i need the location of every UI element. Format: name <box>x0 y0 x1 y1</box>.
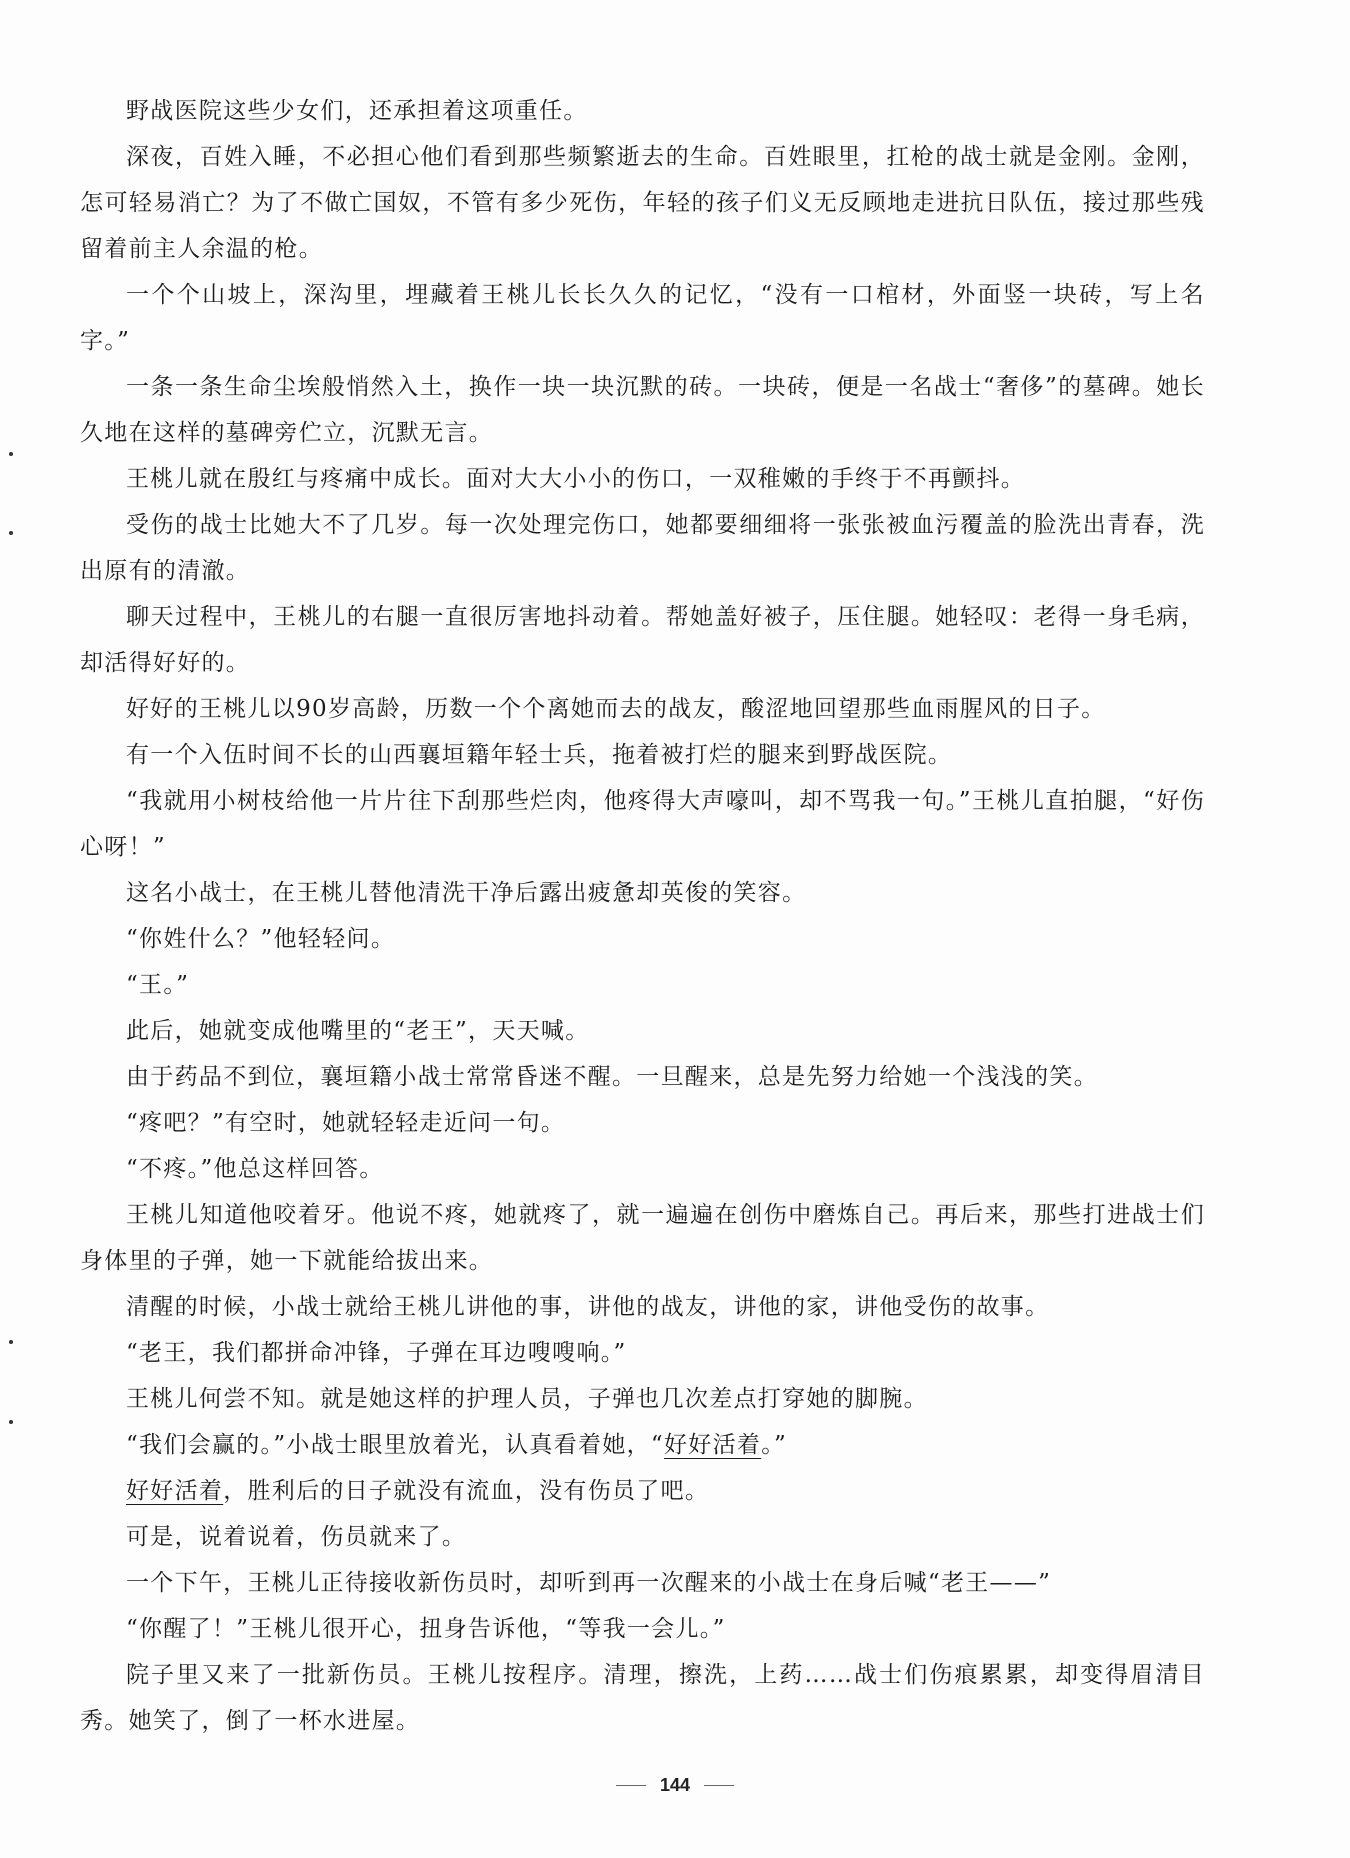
margin-dot <box>9 1340 13 1344</box>
paragraph-underlined <box>80 1468 1205 1514</box>
paragraph: 王桃儿何尝不知。就是她这样的护理人员，子弹也几次差点打穿她的脚腕。 <box>126 1386 928 1412</box>
underlined-phrase: 好好活着 <box>126 1478 224 1504</box>
paragraph: 聊天过程中，王桃儿的右腿一直很厉害地抖动着。帮她盖好被子，压住腿。她轻叹：老得一身毛病，却活得好好的。 <box>80 604 1205 676</box>
footer-rule-left <box>616 1785 646 1786</box>
paragraph: “不疼。”他总这样回答。 <box>126 1156 384 1182</box>
text-segment: “我们会赢的。”小战士眼里放着光，认真看着她，“ <box>126 1432 664 1458</box>
page-footer <box>0 1775 1350 1796</box>
footer-rule-right <box>704 1785 734 1786</box>
paragraph: 野战医院这些少女们，还承担着这项重任。 <box>126 98 588 124</box>
paragraph: 一个下午，王桃儿正待接收新伤员时，却听到再一次醒来的小战士在身后喊“老王——” <box>126 1570 1052 1596</box>
paragraph: 好好的王桃儿以90岁高龄，历数一个个离她而去的战友，酸涩地回望那些血雨腥风的日子。 <box>126 696 1106 722</box>
paragraph: 可是，说着说着，伤员就来了。 <box>126 1524 467 1550</box>
paragraph: “老王，我们都拼命冲锋，子弹在耳边嗖嗖响。” <box>126 1340 627 1366</box>
paragraph: 一个个山坡上，深沟里，埋藏着王桃儿长长久久的记忆，“没有一口棺材，外面竖一块砖，写上名字。” <box>80 282 1205 354</box>
underlined-phrase: 好好活着 <box>663 1432 762 1458</box>
text-segment: 。” <box>761 1432 788 1458</box>
paragraph: 受伤的战士比她大不了几岁。每一次处理完伤口，她都要细细将一张张被血污覆盖的脸洗出青春，洗出原有的清澈。 <box>80 512 1205 584</box>
text-segment: ，胜利后的日子就没有流血，没有伤员了吧。 <box>223 1478 710 1504</box>
margin-dot <box>9 531 13 535</box>
paragraph: 有一个入伍时间不长的山西襄垣籍年轻士兵，拖着被打烂的腿来到野战医院。 <box>126 742 953 768</box>
paragraph-underlined <box>80 1422 1205 1468</box>
paragraph: 深夜，百姓入睡，不必担心他们看到那些频繁逝去的生命。百姓眼里，扛枪的战士就是金刚。金刚，怎可轻易消亡？为了不做亡国奴，不管有多少死伤，年轻的孩子们义无反顾地走进抗日队伍，接过那些残留着前主人余温的枪。 <box>80 144 1205 262</box>
paragraph: 由于药品不到位，襄垣籍小战士常常昏迷不醒。一旦醒来，总是先努力给她一个浅浅的笑。 <box>126 1064 1098 1090</box>
paragraph: 院子里又来了一批新伤员。王桃儿按程序。清理，擦洗，上药……战士们伤痕累累，却变得眉清目秀。她笑了，倒了一杯水进屋。 <box>80 1662 1205 1734</box>
paragraph: “你醒了！”王桃儿很开心，扭身告诉他，“等我一会儿。” <box>126 1616 726 1642</box>
margin-dot <box>9 1420 13 1424</box>
paragraph: “王。” <box>126 972 190 998</box>
paragraph: 一条一条生命尘埃般悄然入土，换作一块一块沉默的砖。一块砖，便是一名战士“奢侈”的墓碑。她长久地在这样的墓碑旁伫立，沉默无言。 <box>80 374 1205 446</box>
paragraph: 王桃儿就在殷红与疼痛中成长。面对大大小小的伤口，一双稚嫩的手终于不再颤抖。 <box>126 466 1026 492</box>
paragraph: “疼吧？”有空时，她就轻轻走近问一句。 <box>126 1110 566 1136</box>
article-body <box>80 88 1205 1744</box>
paragraph: “我就用小树枝给他一片片往下刮那些烂肉，他疼得大声嚎叫，却不骂我一句。”王桃儿直拍腿，“好伤心呀！” <box>80 788 1205 860</box>
paragraph: “你姓什么？”他轻轻问。 <box>126 926 396 952</box>
paragraph: 此后，她就变成他嘴里的“老王”，天天喊。 <box>126 1018 590 1044</box>
paragraph: 这名小战士，在王桃儿替他清洗干净后露出疲惫却英俊的笑容。 <box>126 880 807 906</box>
paragraph: 王桃儿知道他咬着牙。他说不疼，她就疼了，就一遍遍在创伤中磨炼自己。再后来，那些打进战士们身体里的子弹，她一下就能给拔出来。 <box>80 1202 1205 1274</box>
margin-dot <box>9 452 13 456</box>
paragraph: 清醒的时候，小战士就给王桃儿讲他的事，讲他的战友，讲他的家，讲他受伤的故事。 <box>126 1294 1050 1320</box>
page-number: 144 <box>659 1775 691 1795</box>
